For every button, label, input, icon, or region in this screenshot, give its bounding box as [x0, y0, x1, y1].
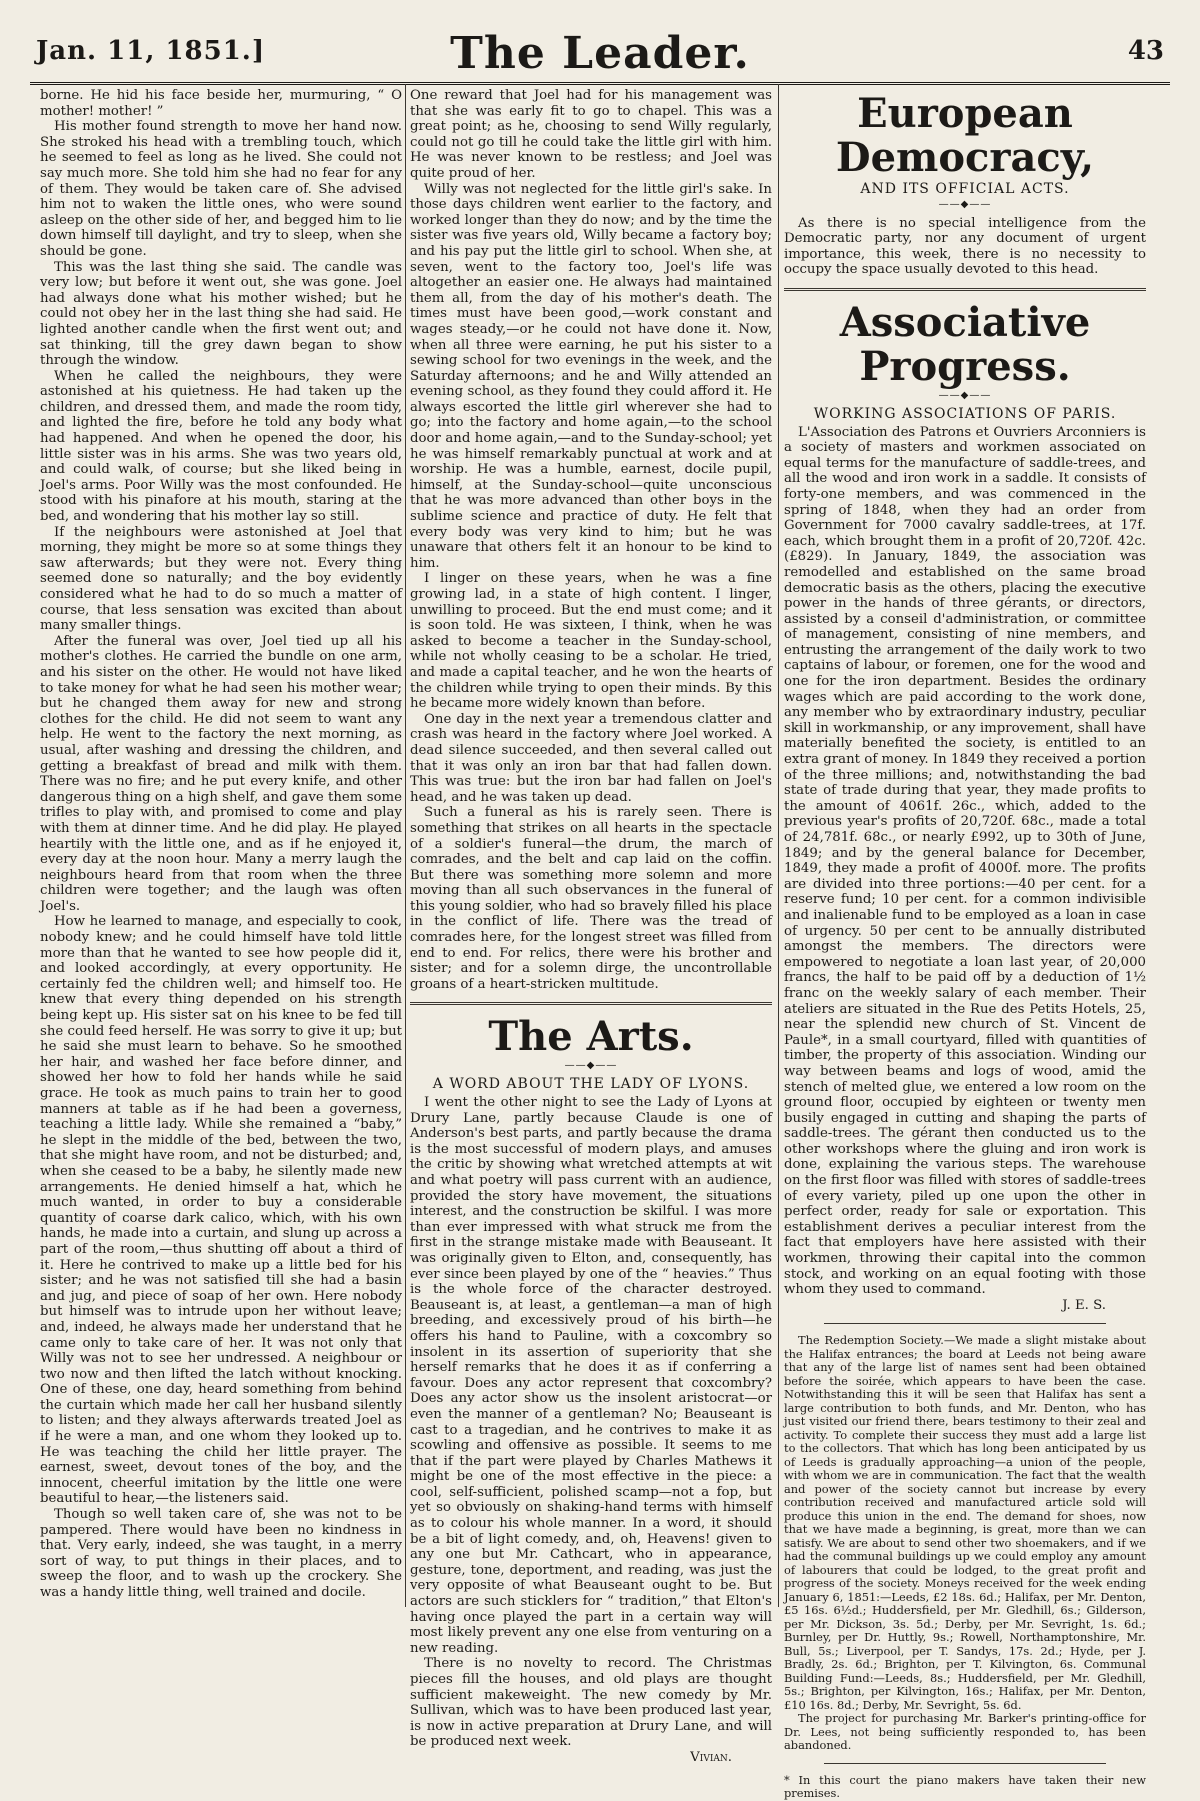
- story-paragraph: Such a funeral as his is rarely seen. There is something that strikes on all hearts in the spectacle of a soldier's funeral—the drum, the march of comrades, and the belt and cap laid on the coffin. But there was something more solemn and more moving than all such observances in the funeral of this young soldier, who had so bravely filled his place in the conflict of life. There was the tread of comrades here, for the longest street was filled from end to end. For relics, there were his brother and sister; and for a solemn dirge, the uncontrollable groans of a heart-stricken multitude.: [410, 805, 772, 992]
- ornament-divider: ——◆——: [564, 1060, 618, 1072]
- ornament-divider: ——◆——: [938, 198, 992, 210]
- european-paragraph: As there is no special intelligence from the Democratic party, nor any document of urgent importance, this week, there is no necessity to occupy the space usually devoted to this head.: [784, 215, 1146, 278]
- story-paragraph: borne. He hid his face beside her, murmuring, “ O mother! mother! ”: [40, 88, 402, 119]
- arts-signature: Vivian.: [690, 1749, 732, 1765]
- story-paragraph: Though so well taken care of, she was not to be pampered. There would have been no kindness in that. Very early, indeed, she was taught, in a merry sort of way, to put things in their places, and to sweep the floor, and to wash up the crockery. She was a handy little thing, well trained and docile.: [40, 1507, 402, 1600]
- story-paragraph: If the neighbours were astonished at Joel that morning, they might be more so at some things they saw afterwards; but they were not. Every thing seemed done so naturally; and the boy evidently considered what he had to do so much a matter of course, that less sensation was excited than about many smaller things.: [40, 524, 402, 634]
- story-paragraph: One reward that Joel had for his management was that she was early fit to go to chapel. This was a great point; as he, choosing to send Willy regularly, could not go till he could take the little girl with him. He was never known to be restless; and Joel was quite proud of her.: [410, 88, 772, 181]
- masthead: [30, 28, 1170, 88]
- story-paragraph: This was the last thing she said. The candle was very low; but before it went out, she was gone. Joel had always done what his mother wished; but he could not obey her in the last thing she had said. He lighted another candle when the first went out; and sat thinking, till the grey dawn began to show through the window.: [40, 259, 402, 369]
- arts-paragraph: I went the other night to see the Lady of Lyons at Drury Lane, partly because Claude is one of Anderson's best parts, and partly because the drama is the most successful of modern plays, and amuses the critic by showing what wretched attempts at wit and what poetry will pass current with an audience, provided the story have movement, the situations interest, and the construction be skilful. I was more than ever impressed with what struck me from the first in the strange mistake made with Beauseant. It was originally given to Elton, and, consequently, has ever since been played by one of the “ heavies.” Thus is the whole force of the character destroyed. Beauseant is, at least, a gentleman—a man of high breeding, and excessively proud of his birth—he offers his hand to Pauline, with a coxcombry so insolent in its assertion of superiority that she herself remarks that he does it as if conferring a favour. Does any actor represent that coxcombry? Does any actor show us the insolent aristocrat—or even the manner of a gentleman? No; Beauseant is cast to a tragedian, and he contrives to make it as scowling and offensive as possible. It seems to me that if the part were played by Charles Mathews it might be one of the most effective in the piece: a cool, self-sufficient, polished scamp—not a fop, but yet so obviously on shaking-hand terms with himself as to colour his whole manner. In a word, it should be a bit of light comedy, and, oh, Heavens! given to any one but Mr. Cathcart, who in appearance, gesture, tone, deportment, and reading, was just the very opposite of what Beauseant ought to be. But actors are such sticklers for “ tradition,” that Elton's having once played the part in a certain way will most likely prevent any one else from venturing on a new reading.: [410, 1095, 772, 1656]
- masthead-rule: [30, 82, 1170, 85]
- section-rule: [784, 288, 1146, 291]
- arts-subheading: A WORD ABOUT THE LADY OF LYONS.: [432, 1076, 750, 1093]
- column-1: [40, 88, 402, 1607]
- footnote: * In this court the piano makers have taken their new premises.: [784, 1772, 1146, 1801]
- column-divider: [778, 84, 779, 1607]
- column-divider: [405, 84, 406, 1607]
- column-3: [784, 88, 1146, 1801]
- column-2: [410, 88, 772, 1765]
- associative-signature: J. E. S.: [1062, 1297, 1106, 1313]
- section-rule: [410, 1002, 772, 1005]
- european-heading: European Democracy,: [835, 90, 1095, 181]
- associative-subheading: WORKING ASSOCIATIONS OF PARIS.: [813, 405, 1117, 422]
- ornament-divider: ——◆——: [938, 389, 992, 401]
- page-number: 43: [1127, 36, 1164, 66]
- story-paragraph: When he called the neighbours, they were astonished at his quietness. He had taken up the children, and dressed them, and made the room tidy, and lighted the fire, before he told any body what had happened. And when he opened the door, his little sister was in his arms. She was two years old, and could walk, of course; but she liked being in Joel's arms. Poor Willy was the most confounded. He stood with his pinafore at his mouth, staring at the bed, and wondering that his mother lay so still.: [40, 368, 402, 525]
- associative-paragraph: L'Association des Patrons et Ouvriers Arconniers is a society of masters and workmen associated on equal terms for the manufacture of saddle-trees, and all the wood and iron work in a saddle. It consists of forty-one members, and was commenced in the spring of 1848, when they had an order from Government for 7000 cavalry saddle-trees, at 17f. each, which brought them in a profit of 20,720f. 42c. (£829). In January, 1849, the association was remodelled and established on the same broad democratic basis as the others, placing the executive power in the hands of three gérants, or directors, assisted by a conseil d'administration, or committee of management, consisting of nine members, and entrusting the arrangement of the daily work to two captains of labour, or foremen, one for the wood and one for the iron department. Besides the ordinary wages which are paid according to the work done, any member who by extraordinary industry, peculiar skill in workmanship, or any improvement, shall have materially benefited the society, is entitled to an extra grant of money. In 1849 they received a portion of the three millions; and, notwithstanding the bad state of trade during that year, they made profits to the amount of 4061f. 26c., which, added to the previous year's profits of 20,720f. 68c., made a total of 24,781f. 68c., or nearly £992, up to 30th of June, 1849; and by the general balance for December, 1849, they made a profit of 4000f. more. The profits are divided into three portions:—40 per cent. for a reserve fund; 10 per cent. for a common indivisible and inalienable fund to be employed as a loan in case of urgency. 50 per cent to be annually distributed amongst the members. The directors were empowered to negotiate a loan last year, of 20,000 francs, the half to be paid off by a deduction of 1½ franc on the weekly salary of each member. Their ateliers are situated in the Rue des Petits Hotels, 25, near the splendid new church of St. Vincent de Paule*, in a small courtyard, filled with quantities of timber, the property of this association. Winding our way between beams and logs of wood, amid the stench of melted glue, we entered a low room on the ground floor, occupied by eighteen or twenty men busily engaged in cutting and shaping the parts of saddle-trees. The gérant then conducted us to the other workshops where the gluing and iron work is done, explaining the various steps. The warehouse on the first floor was filled with stores of saddle-trees of every variety, piled up one upon the other in perfect order, ready for sale or exportation. This establishment derives a peculiar interest from the fact that employers have here assisted with their workmen, throwing their capital into the common stock, and working on an equal footing with those whom they used to command.: [784, 424, 1146, 1298]
- story-paragraph: I linger on these years, when he was a fine growing lad, in a state of high content. I linger, unwilling to proceed. But the end must come; and it is soon told. He was sixteen, I think, when he was asked to become a teacher in the Sunday-school, while not wholly ceasing to be a scholar. He tried, and made a capital teacher, and he won the hearts of the children while trying to open their minds. By this he became more widely known than before.: [410, 571, 772, 712]
- section-rule: [824, 1323, 1106, 1324]
- story-paragraph: Willy was not neglected for the little girl's sake. In those days children went earlier to the factory, and worked longer than they do now; and by the time the sister was five years old, Willy became a factory boy; and his pay put the little girl to school. When she, at seven, went to the factory too, Joel's life was altogether an easier one. He always had maintained them all, from the day of his mother's death. The times must have been good,—work constant and wages steady,—or he could not have done it. Now, when all three were earning, he put his sister to a sewing school for two evenings in the week, and the Saturday afternoons; and he and Willy attended an evening school, as they found they could afford it. He always escorted the little girl wherever she had to go; into the factory and home again,—to the school door and home again,—and to the Sunday-school; yet he was himself remarkably punctual at work and at worship. He was a humble, earnest, docile pupil, himself, at the Sunday-school—quite unconscious that he was more advanced than other boys in the sublime science and practice of duty. He felt that every body was very kind to him; but he was unaware that others felt it an honour to be kind to him.: [410, 181, 772, 571]
- story-paragraph: How he learned to manage, and especially to cook, nobody knew; and he could himself have told little more than that he wanted to see how people did it, and looked accordingly, at every opportunity. He certainly fed the children well; and himself too. He knew that every thing depended on his strength being kept up. His sister sat on his knee to be fed till she could feed herself. He was sorry to give it up; but he said she must learn to behave. So he smoothed her hair, and washed her face before dinner, and showed her how to fold her hands while he said grace. He took as much pains to train her to good manners at table as if he had been a governess, teaching a little lady. While she remained a “baby,” he slept in the middle of the bed, between the two, that she might have room, and not be disturbed; and, when she ceased to be a baby, he silently made new arrangements. He denied himself a hat, which he much wanted, in order to buy a considerable quantity of coarse dark calico, which, with his own hands, he made into a curtain, and slung up across a part of the room,—thus shutting off about a third of it. Here he contrived to make up a little bed for his sister; and he was not satisfied till she had a basin and jug, and piece of soap of her own. Here nobody but himself was to intrude upon her without leave; and, indeed, he always made her understand that he came only to take care of her. It was not only that Willy was not to see her undressed. A neighbour or two now and then lifted the latch without knocking. One of these, one day, heard something from behind the curtain which made her call her husband silently to listen; and they always afterwards treated Joel as if he were a man, and one whom they looked up to. He was teaching the child her little prayer. The earnest, sweet, devout tones of the boy, and the innocent, cheerful imitation by the little one were beautiful to hear,—the listeners said.: [40, 914, 402, 1507]
- printing-paragraph: The project for purchasing Mr. Barker's printing-office for Dr. Lees, not being sufficiently responded to, has been abandoned.: [784, 1711, 1146, 1753]
- story-paragraph: After the funeral was over, Joel tied up all his mother's clothes. He carried the bundle on one arm, and his sister on the other. He would not have liked to take money for what he had seen his mother wear; but he changed them away for new and strong clothes for the child. He did not seem to want any help. He went to the factory the next morning, as usual, after washing and dressing the children, and getting a breakfast of bread and milk with them. There was no fire; and he put every knife, and other dangerous thing on a high shelf, and gave them some trifles to play with, and promised to come and play with them at dinner time. And he did play. He played heartily with the little one, and as if he enjoyed it, every day at the noon hour. Many a merry laugh the neighbours heard from that room when the three children were together; and the laugh was often Joel's.: [40, 633, 402, 914]
- redemption-paragraph: The Redemption Society.—We made a slight mistake about the Halifax entrances; the board at Leeds not being aware that any of the large list of names sent had been obtained before the soirée, which appears to have been the case. Notwithstanding this it will be seen that Halifax has sent a large contribution to both funds, and Mr. Denton, who has just visited our friend there, bears testimony to their zeal and activity. To complete their success they must add a large list to the collectors. That which has long been anticipated by us of Leeds is gradually approaching—a union of the people, with whom we are in communication. The fact that the wealth and power of the society cannot but increase by every contribution received and manufactured article sold will produce this union in the end. The demand for shoes, now that we have made a beginning, is great, more than we can satisfy. We are about to send other two shoemakers, and if we had the communal buildings up we could employ any amount of labourers that could be lodged, to the great profit and progress of the society. Moneys received for the week ending January 6, 1851:—Leeds, £2 18s. 6d.; Halifax, per Mr. Denton, £5 16s. 6½d.; Huddersfield, per Mr. Gledhill, 6s.; Gilderson, per Mr. Dickson, 3s. 5d.; Derby, per Mr. Sevright, 1s. 6d.; Burnley, per Dr. Huttly, 9s.; Rowell, Northamptonshire, Mr. Bull, 5s.; Liverpool, per T. Sandys, 17s. 2d.; Hyde, per J. Bradly, 2s. 6d.; Brighton, per T. Kilvington, 6s. Communal Building Fund:—Leeds, 8s.; Huddersfield, per Mr. Gledhill, 5s.; Brighton, per Kilvington, 16s.; Halifax, per Mr. Denton, £10 16s. 8d.; Derby, Mr. Sevright, 5s. 6d.: [784, 1333, 1146, 1712]
- footnote-rule: [824, 1763, 1106, 1764]
- story-paragraph: One day in the next year a tremendous clatter and crash was heard in the factory where Joel worked. A dead silence succeeded, and then several called out that it was only an iron bar that had fallen down. This was true: but the iron bar had fallen on Joel's head, and he was taken up dead.: [410, 711, 772, 805]
- european-subheading: AND ITS OFFICIAL ACTS.: [860, 181, 1070, 197]
- issue-date: Jan. 11, 1851.]: [36, 36, 266, 66]
- newspaper-title: The Leader.: [450, 28, 750, 79]
- arts-heading: The Arts.: [488, 1013, 694, 1061]
- arts-paragraph: There is no novelty to record. The Christmas pieces fill the houses, and old plays are thought sufficient makeweight. The new comedy by Mr. Sullivan, which was to have been produced last year, is now in active preparation at Drury Lane, and will be produced next week.: [410, 1656, 772, 1750]
- story-paragraph: His mother found strength to move her hand now. She stroked his head with a trembling touch, which he seemed to feel as long as he lived. She could not say much more. She told him she had no fear for any of them. They would be taken care of. She advised him not to waken the little ones, who were sound asleep on the other side of her, and begged him to lie down himself till daylight, and try to sleep, when she should be gone.: [40, 119, 402, 259]
- associative-heading: Associative Progress.: [839, 298, 1091, 390]
